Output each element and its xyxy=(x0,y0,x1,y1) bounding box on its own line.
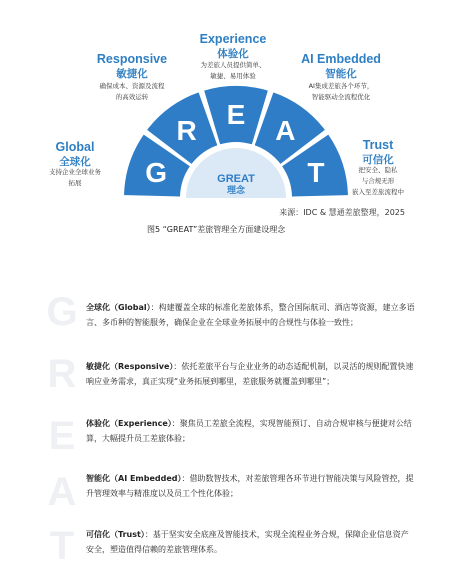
watermark-letter-r: R xyxy=(47,352,77,396)
fan-center-zh: 理念 xyxy=(226,186,246,196)
label-trust-desc: 把安全、隐私 与合规无形 嵌入至差旅流程中 xyxy=(352,166,404,196)
paragraph-trust-text: ：基于坚实安全底座及智能技术，实现全流程业务合规，保障企业信息资产安全，塑造值得信赖的差旅管理体系。 xyxy=(86,530,409,554)
label-responsive xyxy=(82,52,182,81)
label-trust xyxy=(348,138,408,167)
label-ai-embedded-desc: AI集成差旅各个环节， 智能驱动全流程优化 xyxy=(308,82,374,101)
paragraph-responsive xyxy=(86,360,416,389)
label-experience-desc: 为差旅人员提供简单、 敏捷、易用体验 xyxy=(200,61,266,80)
label-responsive-zh: 敏捷化 xyxy=(116,68,148,80)
paragraph-responsive-title: 敏捷化（Responsive） xyxy=(86,362,174,371)
label-experience-en: Experience xyxy=(199,32,267,46)
paragraph-trust-title: 可信化（Trust） xyxy=(86,530,145,539)
figure-caption: 图5 “GREAT”差旅管理全方面建设理念 xyxy=(147,225,286,234)
paragraph-experience xyxy=(86,417,416,446)
fan-letter-a: A xyxy=(275,115,296,147)
great-diagram xyxy=(0,0,473,230)
label-responsive-en: Responsive xyxy=(96,52,168,66)
paragraph-experience-title: 体验化（Experience） xyxy=(86,419,172,428)
label-global xyxy=(45,140,105,169)
paragraph-responsive-text: ：依托差旅平台与企业业务的动态适配机制，以灵活的规则配置快速响应业务需求，真正实现“业务拓展到哪里，差旅服务就覆盖到哪里”； xyxy=(86,362,414,386)
paragraph-experience-text: ：聚焦员工差旅全流程，实现智能预订、自动合规审核与便捷对公结算，大幅提升员工差旅体验； xyxy=(86,419,412,443)
paragraph-global xyxy=(86,301,416,330)
fan-letter-e: E xyxy=(226,99,246,130)
fan-letter-r: R xyxy=(176,115,197,147)
paragraph-global-title: 全球化（Global） xyxy=(86,303,151,312)
watermark-letter-e: E xyxy=(48,414,76,458)
label-experience xyxy=(178,32,288,61)
fan-letter-g: G xyxy=(145,157,168,189)
figure-source: 来源：IDC & 慧通差旅整理，2025 xyxy=(279,208,405,217)
label-global-en: Global xyxy=(55,140,95,154)
paragraph-ai-embedded-title: 智能化（AI Embedded） xyxy=(86,474,182,483)
label-ai-embedded-en: AI Embedded xyxy=(301,52,381,66)
label-global-desc: 支持企业全球业务 拓展 xyxy=(49,168,101,187)
paragraph-trust xyxy=(86,528,416,557)
label-ai-embedded-zh: 智能化 xyxy=(325,68,357,80)
paragraph-ai-embedded-text: ：借助数智技术，对差旅管理各环节进行智能决策与风险管控，提升管理效率与精准度以及员工个性化体验； xyxy=(86,474,414,498)
label-global-zh: 全球化 xyxy=(59,156,91,168)
fan-center-en: GREAT xyxy=(217,173,255,185)
label-ai-embedded xyxy=(286,52,396,81)
label-experience-zh: 体验化 xyxy=(217,48,249,60)
watermark-letter-g: G xyxy=(46,290,78,334)
fan-letter-t: T xyxy=(307,157,325,189)
label-responsive-desc: 确保成本、资源及流程 的高效运转 xyxy=(99,82,165,101)
paragraph-global-text: ：构建覆盖全球的标准化差旅体系，整合国际航司、酒店等资源，建立多语言、多币种的智能服务，确保企业在全球业务拓展中的合规性与体验一致性； xyxy=(86,303,415,327)
paragraph-ai-embedded xyxy=(86,472,416,501)
watermark-letter-t: T xyxy=(49,524,75,568)
label-trust-en: Trust xyxy=(362,138,394,152)
watermark-letter-a: A xyxy=(47,470,77,514)
label-trust-zh: 可信化 xyxy=(362,154,394,166)
